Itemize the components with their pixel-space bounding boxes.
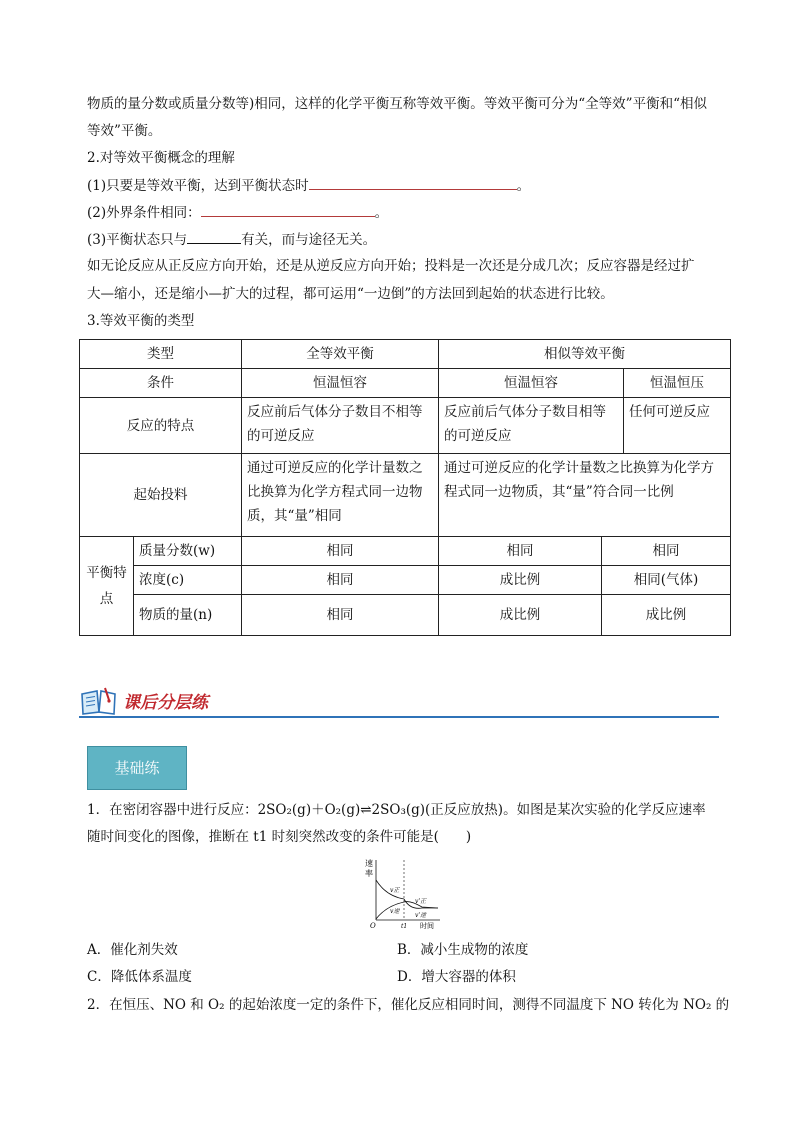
cell-cond-full: 恒温恒容: [242, 369, 439, 398]
cell-value: 成比例: [439, 595, 602, 636]
y-axis-label: 速: [365, 859, 373, 868]
cell-feature-sim1: 反应前后气体分子数目相等的可逆反应: [439, 398, 624, 454]
option-d[interactable]: D．增大容器的体积: [397, 969, 516, 985]
answer-blank[interactable]: [201, 202, 375, 217]
paragraph-line: 物质的量分数或质量分数等)相同，这样的化学平衡互称等效平衡。等效平衡可分为“全等效”平衡和“相似: [87, 96, 707, 112]
section-divider: [79, 716, 719, 718]
cell-cond-sim1: 恒温恒容: [439, 369, 624, 398]
cell-value: 相同: [242, 537, 439, 566]
cell-row-label: 质量分数(w): [134, 537, 242, 566]
section-heading: 2.对等效平衡概念的理解: [87, 150, 235, 166]
row-label-balance: 平衡特点: [80, 537, 134, 636]
cell-value: 成比例: [602, 595, 731, 636]
cell-start-sim: 通过可逆反应的化学计量数之比换算为化学方程式同一边物质，其“量”符合同一比例: [439, 454, 731, 537]
basic-practice-badge: 基础练: [87, 746, 187, 790]
option-c[interactable]: C．降低体系温度: [87, 969, 192, 985]
origin-label: O: [370, 922, 376, 930]
cell-value: 相同: [439, 537, 602, 566]
cell-cond-sim2: 恒温恒压: [624, 369, 731, 398]
header-full-eq: 全等效平衡: [242, 340, 439, 369]
cell-value: 相同(气体): [602, 566, 731, 595]
paragraph-line: 等效”平衡。: [87, 123, 162, 139]
cell-feature-sim2: 任何可逆反应: [624, 398, 731, 454]
option-a[interactable]: A．催化剂失效: [87, 942, 178, 958]
item-text: 。: [374, 205, 389, 221]
answer-blank[interactable]: [309, 175, 517, 190]
v-reverse-label: v逆: [390, 908, 400, 915]
cell-start-full: 通过可逆反应的化学计量数之比换算为化学方程式同一边物质，其“量”相同: [242, 454, 439, 537]
row-label-condition: 条件: [80, 369, 242, 398]
item-text: (2)外界条件相同：: [87, 205, 201, 221]
cell-value: 相同: [602, 537, 731, 566]
row-label-start: 起始投料: [80, 454, 242, 537]
x-axis-label: 时间: [420, 922, 434, 930]
cell-value: 成比例: [439, 566, 602, 595]
row-label-feature: 反应的特点: [80, 398, 242, 454]
cell-value: 相同: [242, 566, 439, 595]
v-forward-label: v正: [390, 887, 400, 894]
cell-row-label: 浓度(c): [134, 566, 242, 595]
header-similar-eq: 相似等效平衡: [439, 340, 731, 369]
fill-blank-item-1: [87, 175, 530, 196]
v-forward-prime-label: v'正: [415, 898, 427, 905]
equilibrium-types-table: [79, 339, 731, 636]
answer-blank[interactable]: [187, 229, 241, 244]
question-1-line: 1．在密闭容器中进行反应：2SO₂(g)＋O₂(g)⇌2SO₃(g)(正反应放热)。如图是某次实验的化学反应速率: [87, 802, 706, 818]
question-1-line: 随时间变化的图像，推断在 t1 时刻突然改变的条件可能是( ): [87, 829, 472, 845]
fill-blank-item-2: [87, 202, 388, 223]
item-text: 。: [516, 178, 531, 194]
rate-time-graph: [364, 856, 446, 932]
cell-value: 相同: [242, 595, 439, 636]
paragraph-line: 如无论反应从正反应方向开始，还是从逆反应方向开始；投料是一次还是分成几次；反应容器是经过扩: [87, 258, 695, 274]
item-text: (1)只要是等效平衡，达到平衡状态时: [87, 178, 309, 194]
fill-blank-item-3: [87, 229, 376, 250]
header-type: 类型: [80, 340, 242, 369]
cell-row-label: 物质的量(n): [134, 595, 242, 636]
option-b[interactable]: B．减小生成物的浓度: [397, 942, 529, 958]
item-text: 有关，而与途径无关。: [241, 232, 377, 248]
y-axis-label: 率: [365, 869, 373, 878]
paragraph-line: 大—缩小，还是缩小—扩大的过程，都可运用“一边倒”的方法回到起始的状态进行比较。: [87, 286, 614, 302]
v-reverse-prime-label: v'逆: [415, 912, 427, 919]
question-2-line: 2．在恒压、NO 和 O₂ 的起始浓度一定的条件下，催化反应相同时间，测得不同温度下 NO 转化为 NO₂ 的: [87, 997, 730, 1013]
cell-feature-full: 反应前后气体分子数目不相等的可逆反应: [242, 398, 439, 454]
practice-section-header: [79, 686, 719, 718]
practice-section-title: 课后分层练: [123, 693, 208, 713]
section-heading: 3.等效平衡的类型: [87, 313, 195, 329]
t1-label: t1: [401, 923, 408, 930]
item-text: (3)平衡状态只与: [87, 232, 188, 248]
book-icon: [79, 686, 119, 718]
